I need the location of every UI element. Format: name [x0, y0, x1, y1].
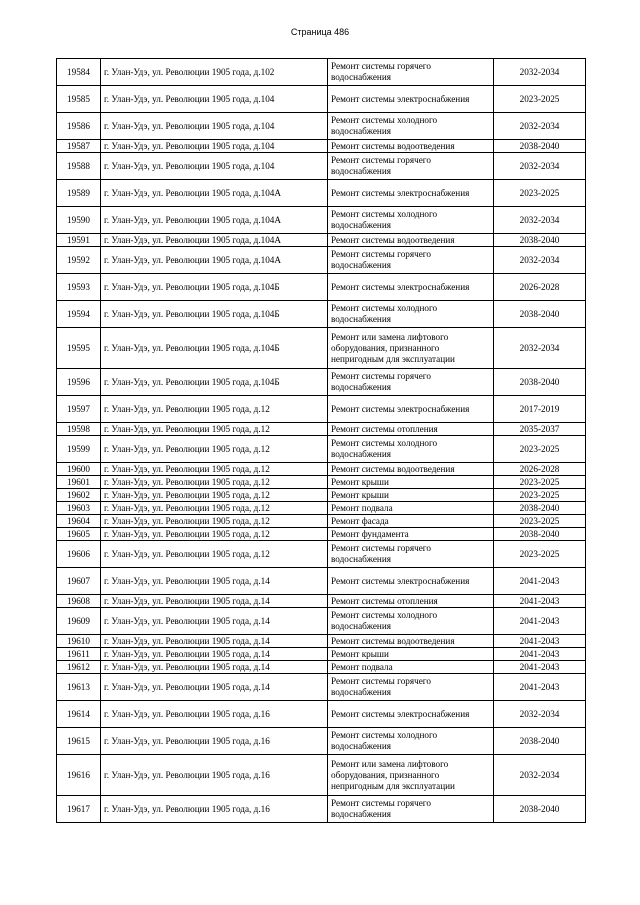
row-number: 19616	[57, 755, 101, 796]
row-address: г. Улан-Удэ, ул. Революции 1905 года, д.104Б	[101, 274, 328, 301]
row-number: 19598	[57, 423, 101, 436]
row-work-type: Ремонт системы электроснабжения	[328, 274, 494, 301]
row-work-type: Ремонт системы водоотведения	[328, 140, 494, 153]
row-work-type: Ремонт системы горячего водоснабжения	[328, 153, 494, 180]
row-number: 19584	[57, 59, 101, 86]
row-address: г. Улан-Удэ, ул. Революции 1905 года, д.104А	[101, 180, 328, 207]
row-work-type: Ремонт или замена лифтового оборудования, признанного непригодным для эксплуатации	[328, 328, 494, 369]
row-number: 19614	[57, 701, 101, 728]
row-address: г. Улан-Удэ, ул. Революции 1905 года, д.14	[101, 661, 328, 674]
row-number: 19599	[57, 436, 101, 463]
row-work-type: Ремонт системы электроснабжения	[328, 396, 494, 423]
row-work-type: Ремонт системы холодного водоснабжения	[328, 436, 494, 463]
row-work-type: Ремонт крыши	[328, 648, 494, 661]
row-work-type: Ремонт фундамента	[328, 528, 494, 541]
row-period: 2023-2025	[494, 86, 586, 113]
row-number: 19596	[57, 369, 101, 396]
row-period: 2038-2040	[494, 728, 586, 755]
row-period: 2038-2040	[494, 234, 586, 247]
row-work-type: Ремонт системы холодного водоснабжения	[328, 728, 494, 755]
row-period: 2023-2025	[494, 515, 586, 528]
row-number: 19590	[57, 207, 101, 234]
row-work-type: Ремонт системы холодного водоснабжения	[328, 207, 494, 234]
row-address: г. Улан-Удэ, ул. Революции 1905 года, д.104	[101, 86, 328, 113]
row-address: г. Улан-Удэ, ул. Революции 1905 года, д.14	[101, 635, 328, 648]
row-work-type: Ремонт системы горячего водоснабжения	[328, 59, 494, 86]
table-row	[57, 180, 586, 207]
row-period: 2026-2028	[494, 463, 586, 476]
table-row	[57, 635, 586, 648]
row-period: 2032-2034	[494, 113, 586, 140]
table-row	[57, 608, 586, 635]
row-work-type: Ремонт системы горячего водоснабжения	[328, 247, 494, 274]
row-address: г. Улан-Удэ, ул. Революции 1905 года, д.14	[101, 648, 328, 661]
row-number: 19609	[57, 608, 101, 635]
table-row	[57, 369, 586, 396]
row-period: 2032-2034	[494, 207, 586, 234]
table-row	[57, 541, 586, 568]
table-row	[57, 515, 586, 528]
row-number: 19585	[57, 86, 101, 113]
row-number: 19611	[57, 648, 101, 661]
row-period: 2041-2043	[494, 635, 586, 648]
table-row	[57, 476, 586, 489]
row-address: г. Улан-Удэ, ул. Революции 1905 года, д.104Б	[101, 328, 328, 369]
row-number: 19607	[57, 568, 101, 595]
table-row	[57, 568, 586, 595]
row-number: 19600	[57, 463, 101, 476]
row-address: г. Улан-Удэ, ул. Революции 1905 года, д.12	[101, 436, 328, 463]
table-row	[57, 234, 586, 247]
row-number: 19610	[57, 635, 101, 648]
row-period: 2041-2043	[494, 674, 586, 701]
row-number: 19606	[57, 541, 101, 568]
row-period: 2026-2028	[494, 274, 586, 301]
row-work-type: Ремонт фасада	[328, 515, 494, 528]
row-period: 2035-2037	[494, 423, 586, 436]
row-number: 19588	[57, 153, 101, 180]
row-period: 2041-2043	[494, 608, 586, 635]
row-number: 19601	[57, 476, 101, 489]
row-address: г. Улан-Удэ, ул. Революции 1905 года, д.16	[101, 728, 328, 755]
row-address: г. Улан-Удэ, ул. Революции 1905 года, д.104А	[101, 247, 328, 274]
row-number: 19591	[57, 234, 101, 247]
table-row	[57, 207, 586, 234]
row-address: г. Улан-Удэ, ул. Революции 1905 года, д.104	[101, 113, 328, 140]
row-number: 19603	[57, 502, 101, 515]
row-address: г. Улан-Удэ, ул. Революции 1905 года, д.12	[101, 396, 328, 423]
table-row	[57, 595, 586, 608]
table-row	[57, 502, 586, 515]
row-address: г. Улан-Удэ, ул. Революции 1905 года, д.104А	[101, 207, 328, 234]
row-address: г. Улан-Удэ, ул. Революции 1905 года, д.12	[101, 528, 328, 541]
table-body	[57, 59, 586, 823]
row-work-type: Ремонт системы электроснабжения	[328, 86, 494, 113]
row-period: 2041-2043	[494, 661, 586, 674]
row-period: 2041-2043	[494, 648, 586, 661]
table-row	[57, 140, 586, 153]
row-period: 2023-2025	[494, 180, 586, 207]
row-work-type: Ремонт системы горячего водоснабжения	[328, 369, 494, 396]
row-number: 19586	[57, 113, 101, 140]
row-address: г. Улан-Удэ, ул. Революции 1905 года, д.12	[101, 541, 328, 568]
table-row	[57, 274, 586, 301]
row-period: 2032-2034	[494, 755, 586, 796]
row-number: 19615	[57, 728, 101, 755]
row-period: 2032-2034	[494, 701, 586, 728]
row-number: 19593	[57, 274, 101, 301]
table-row	[57, 396, 586, 423]
row-period: 2038-2040	[494, 301, 586, 328]
table-row	[57, 755, 586, 796]
table-row	[57, 113, 586, 140]
row-work-type: Ремонт системы водоотведения	[328, 234, 494, 247]
repair-schedule-table	[56, 58, 586, 823]
row-work-type: Ремонт подвала	[328, 502, 494, 515]
row-period: 2032-2034	[494, 59, 586, 86]
row-address: г. Улан-Удэ, ул. Революции 1905 года, д.12	[101, 515, 328, 528]
row-period: 2041-2043	[494, 595, 586, 608]
row-work-type: Ремонт системы отопления	[328, 423, 494, 436]
row-period: 2023-2025	[494, 541, 586, 568]
table-row	[57, 59, 586, 86]
row-work-type: Ремонт системы горячего водоснабжения	[328, 541, 494, 568]
row-period: 2038-2040	[494, 796, 586, 823]
page-header: Страница 486	[290, 27, 350, 37]
row-address: г. Улан-Удэ, ул. Революции 1905 года, д.14	[101, 595, 328, 608]
row-period: 2038-2040	[494, 140, 586, 153]
table-row	[57, 648, 586, 661]
table-row	[57, 301, 586, 328]
row-number: 19594	[57, 301, 101, 328]
row-period: 2023-2025	[494, 489, 586, 502]
row-work-type: Ремонт или замена лифтового оборудования, признанного непригодным для эксплуатации	[328, 755, 494, 796]
table-row	[57, 436, 586, 463]
row-period: 2017-2019	[494, 396, 586, 423]
row-work-type: Ремонт системы электроснабжения	[328, 180, 494, 207]
table-row	[57, 247, 586, 274]
row-work-type: Ремонт крыши	[328, 476, 494, 489]
row-number: 19587	[57, 140, 101, 153]
table-row	[57, 528, 586, 541]
row-address: г. Улан-Удэ, ул. Революции 1905 года, д.104	[101, 153, 328, 180]
table-row	[57, 153, 586, 180]
table-row	[57, 701, 586, 728]
row-work-type: Ремонт крыши	[328, 489, 494, 502]
row-address: г. Улан-Удэ, ул. Революции 1905 года, д.14	[101, 568, 328, 595]
row-number: 19617	[57, 796, 101, 823]
table-row	[57, 728, 586, 755]
row-number: 19597	[57, 396, 101, 423]
row-period: 2038-2040	[494, 528, 586, 541]
row-address: г. Улан-Удэ, ул. Революции 1905 года, д.104	[101, 140, 328, 153]
row-address: г. Улан-Удэ, ул. Революции 1905 года, д.16	[101, 796, 328, 823]
row-work-type: Ремонт системы электроснабжения	[328, 568, 494, 595]
table-row	[57, 463, 586, 476]
row-number: 19589	[57, 180, 101, 207]
row-period: 2023-2025	[494, 476, 586, 489]
row-work-type: Ремонт системы водоотведения	[328, 463, 494, 476]
table-row	[57, 796, 586, 823]
row-period: 2032-2034	[494, 153, 586, 180]
row-address: г. Улан-Удэ, ул. Революции 1905 года, д.12	[101, 489, 328, 502]
table-row	[57, 674, 586, 701]
table-row	[57, 328, 586, 369]
row-number: 19608	[57, 595, 101, 608]
row-number: 19595	[57, 328, 101, 369]
row-address: г. Улан-Удэ, ул. Революции 1905 года, д.12	[101, 502, 328, 515]
table-row	[57, 423, 586, 436]
row-work-type: Ремонт системы горячего водоснабжения	[328, 674, 494, 701]
row-period: 2038-2040	[494, 502, 586, 515]
row-address: г. Улан-Удэ, ул. Революции 1905 года, д.16	[101, 755, 328, 796]
row-work-type: Ремонт системы водоотведения	[328, 635, 494, 648]
row-period: 2032-2034	[494, 247, 586, 274]
row-work-type: Ремонт системы отопления	[328, 595, 494, 608]
table-row	[57, 86, 586, 113]
row-work-type: Ремонт системы холодного водоснабжения	[328, 301, 494, 328]
table-row	[57, 661, 586, 674]
row-number: 19602	[57, 489, 101, 502]
row-address: г. Улан-Удэ, ул. Революции 1905 года, д.102	[101, 59, 328, 86]
row-period: 2032-2034	[494, 328, 586, 369]
row-period: 2038-2040	[494, 369, 586, 396]
row-address: г. Улан-Удэ, ул. Революции 1905 года, д.104А	[101, 234, 328, 247]
row-period: 2041-2043	[494, 568, 586, 595]
row-period: 2023-2025	[494, 436, 586, 463]
row-work-type: Ремонт системы горячего водоснабжения	[328, 796, 494, 823]
row-address: г. Улан-Удэ, ул. Революции 1905 года, д.16	[101, 701, 328, 728]
row-address: г. Улан-Удэ, ул. Революции 1905 года, д.104Б	[101, 369, 328, 396]
row-work-type: Ремонт подвала	[328, 661, 494, 674]
row-work-type: Ремонт системы электроснабжения	[328, 701, 494, 728]
row-work-type: Ремонт системы холодного водоснабжения	[328, 608, 494, 635]
row-address: г. Улан-Удэ, ул. Революции 1905 года, д.12	[101, 423, 328, 436]
row-address: г. Улан-Удэ, ул. Революции 1905 года, д.14	[101, 674, 328, 701]
row-work-type: Ремонт системы холодного водоснабжения	[328, 113, 494, 140]
row-address: г. Улан-Удэ, ул. Революции 1905 года, д.12	[101, 476, 328, 489]
row-number: 19605	[57, 528, 101, 541]
row-address: г. Улан-Удэ, ул. Революции 1905 года, д.104Б	[101, 301, 328, 328]
row-number: 19604	[57, 515, 101, 528]
row-address: г. Улан-Удэ, ул. Революции 1905 года, д.14	[101, 608, 328, 635]
row-number: 19592	[57, 247, 101, 274]
row-number: 19613	[57, 674, 101, 701]
row-number: 19612	[57, 661, 101, 674]
row-address: г. Улан-Удэ, ул. Революции 1905 года, д.12	[101, 463, 328, 476]
table-row	[57, 489, 586, 502]
